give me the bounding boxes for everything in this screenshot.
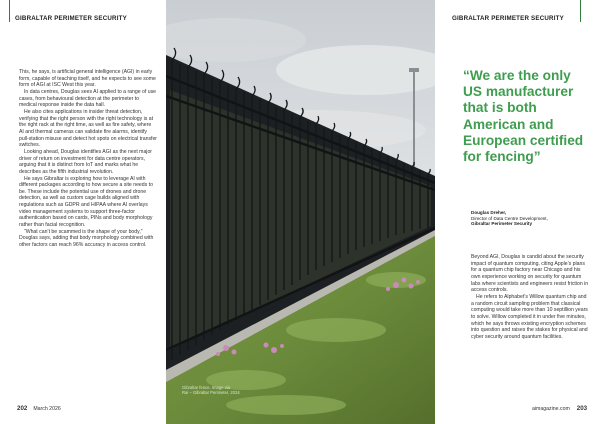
fence-photo-illustration <box>166 0 435 424</box>
right-page <box>435 0 600 424</box>
left-folio <box>17 405 61 412</box>
photo-credit-line-2: Rai – Gibraltar Perimeter, 2024 <box>182 390 240 395</box>
left-paragraph-4: Looking ahead, Douglas identifies AGI as the next major driver of return on investment for data centre operators, arguing that it is distinct from IoT and marks what he describes as the fifth industrial revolution. <box>19 148 153 175</box>
left-page <box>0 0 166 424</box>
left-paragraph-5: He says Gibraltar is exploring how to leverage AI with different packages according to how secure a site needs to be. These include the potential use of drones and drone detection, as well as custom cage builds aligned with regulations such as GDPR and HIPAA where AI overlays video management systems to support three-factor authentication based on cards, PINs and body morphology rather than facial recognition. <box>19 175 153 229</box>
issue-date: March 2026 <box>33 406 61 412</box>
right-article-body <box>471 254 589 341</box>
fence-photo <box>166 0 435 424</box>
left-paragraph-6: “What can’t be scammed is the shape of your body,” Douglas says, adding that body morphology combined with other factors can reach 96% accuracy in access control. <box>19 228 154 249</box>
left-article-body <box>19 69 157 249</box>
right-page-header: GIBRALTAR PERIMETER SECURITY <box>452 15 564 22</box>
attribution-name: Douglas Dreher, <box>471 210 507 215</box>
photo-credit-line-1: Gibraltar fence. Image via <box>182 385 230 390</box>
left-page-header: GIBRALTAR PERIMETER SECURITY <box>15 15 127 22</box>
pull-quote: “We are the only US manufacturer that is both American and European certified for fencing” <box>463 68 584 165</box>
header-rule-left <box>9 0 10 22</box>
left-paragraph-2: In data centres, Douglas sees AI applied to a range of use cases, from behavioural detection at the perimeter to medical response inside the data hall. <box>19 88 157 109</box>
right-paragraph-2: He refers to Alphabet’s Willow quantum chip and a random circuit sampling problem that classical computing would take more than 10 septillion years to solve. Willow completed it in under five minutes, which he says throws existing encryption schemes into question and raises the stakes for physical and cyber security around quantum facilities. <box>471 293 588 340</box>
attribution-role: Director of Data Centre Development, <box>471 215 548 221</box>
left-paragraph-3: He also cites applications in insider threat detection, verifying that the right person with the right technology is at the right rack at the right time, as well as fire safety, where AI and thermal cameras can validate fire alarms, identify pull-station misuse and detect hot spots on electrical transfer switches. <box>19 108 158 149</box>
photo-credit <box>182 385 240 395</box>
quote-attribution <box>471 210 586 227</box>
right-paragraph-1: Beyond AGI, Douglas is candid about the security impact of quantum computing, citing Apple’s plans for a quantum chip factory near Chicago and his own experience working on security for quantum labs where scientists and engineers resist friction in access controls. <box>471 254 589 294</box>
header-rule-right <box>580 0 581 22</box>
right-page-number: 203 <box>576 405 588 412</box>
left-page-number: 202 <box>17 405 28 412</box>
left-paragraph-1: This, he says, is artificial general intelligence (AGI) in early form, capable of teaching itself, and he expects to see some form of AGI at ISC West this year. <box>19 69 156 89</box>
site-url: aimagazine.com <box>532 406 570 412</box>
attribution-org: Gibraltar Perimeter Security <box>471 221 533 227</box>
right-folio <box>532 405 587 412</box>
